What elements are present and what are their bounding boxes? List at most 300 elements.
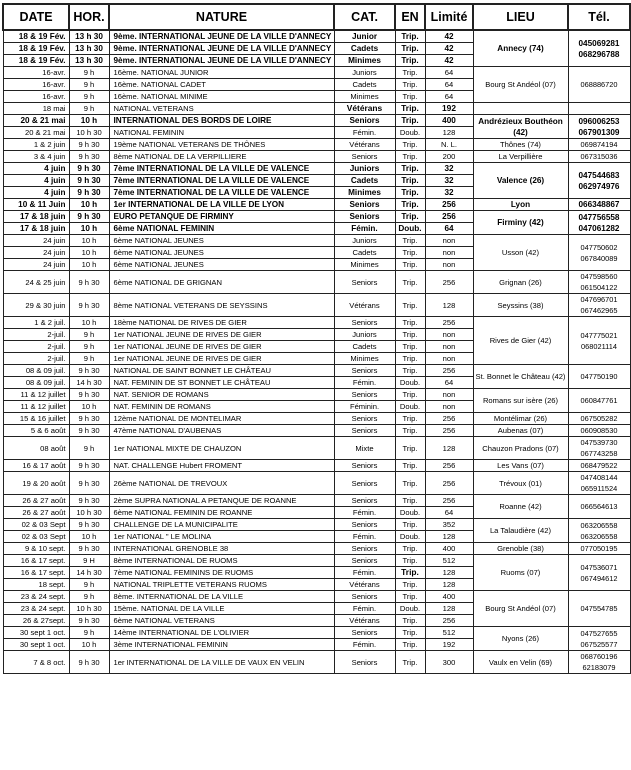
phone-cell: 047775021 068021114: [568, 317, 630, 365]
date-cell: 1 & 2 juin: [3, 139, 69, 151]
date-cell: 26 & 27 août: [3, 495, 69, 507]
category-cell: Fémin.: [334, 223, 395, 235]
date-cell: 30 sept 1 oct.: [3, 639, 69, 651]
limit-cell: 64: [425, 377, 473, 389]
place-cell: Annecy (74): [473, 30, 568, 67]
nature-cell: 1er INTERNATIONAL DE LA VILLE DE VAUX EN VELIN: [109, 651, 334, 674]
time-cell: 9 h: [69, 353, 109, 365]
limit-cell: 256: [425, 413, 473, 425]
header-tel: Tél.: [568, 4, 630, 30]
time-cell: 9 h: [69, 437, 109, 460]
limit-cell: 64: [425, 67, 473, 79]
date-cell: 02 & 03 Sept: [3, 519, 69, 531]
limit-cell: 128: [425, 531, 473, 543]
table-row: [3, 67, 630, 79]
time-cell: 10 h: [69, 235, 109, 247]
nature-cell: 6ème NATIONAL JEUNES: [109, 235, 334, 247]
nature-cell: 3ème INTERNATIONAL FEMININ: [109, 639, 334, 651]
limit-cell: 64: [425, 79, 473, 91]
format-cell: Trip.: [395, 615, 425, 627]
format-cell: Trip.: [395, 413, 425, 425]
format-cell: Trip.: [395, 91, 425, 103]
time-cell: 13 h 30: [69, 55, 109, 67]
limit-cell: 128: [425, 127, 473, 139]
table-row: [3, 627, 630, 639]
format-cell: Trip.: [395, 519, 425, 531]
limit-cell: 32: [425, 175, 473, 187]
limit-cell: 64: [425, 91, 473, 103]
date-cell: 16 & 17 août: [3, 460, 69, 472]
phone-cell: 067505282: [568, 413, 630, 425]
category-cell: Seniors: [334, 591, 395, 603]
category-cell: Fémin.: [334, 639, 395, 651]
date-cell: 4 juin: [3, 175, 69, 187]
time-cell: 9 h 30: [69, 495, 109, 507]
limit-cell: 256: [425, 495, 473, 507]
time-cell: 10 h: [69, 115, 109, 127]
place-cell: Valence (26): [473, 163, 568, 199]
table-row: [3, 151, 630, 163]
place-cell: Roanne (42): [473, 495, 568, 519]
category-cell: Vétérans: [334, 294, 395, 317]
time-cell: 13 h 30: [69, 43, 109, 55]
date-cell: 24 juin: [3, 247, 69, 259]
category-cell: Seniors: [334, 651, 395, 674]
nature-cell: NATIONAL FEMININ: [109, 127, 334, 139]
time-cell: 9 h: [69, 591, 109, 603]
date-cell: 08 août: [3, 437, 69, 460]
format-cell: Trip.: [395, 247, 425, 259]
format-cell: Trip.: [395, 365, 425, 377]
date-cell: 19 & 20 août: [3, 472, 69, 495]
format-cell: Trip.: [395, 151, 425, 163]
table-row: [3, 591, 630, 603]
time-cell: 9 h: [69, 579, 109, 591]
format-cell: Trip.: [395, 317, 425, 329]
time-cell: 9 h 30: [69, 425, 109, 437]
nature-cell: 1er INTERNATIONAL DE LA VILLE DE LYON: [109, 199, 334, 211]
nature-cell: 1er NATIONAL JEUNE DE RIVES DE GIER: [109, 341, 334, 353]
limit-cell: non: [425, 389, 473, 401]
time-cell: 9 h 30: [69, 460, 109, 472]
date-cell: 23 & 24 sept.: [3, 591, 69, 603]
time-cell: 9 h 30: [69, 519, 109, 531]
format-cell: Trip.: [395, 271, 425, 294]
nature-cell: NAT. SENIOR DE ROMANS: [109, 389, 334, 401]
time-cell: 10 h 30: [69, 127, 109, 139]
category-cell: Mixte: [334, 437, 395, 460]
category-cell: Cadets: [334, 247, 395, 259]
phone-cell: 068886720: [568, 67, 630, 103]
category-cell: Fémin.: [334, 507, 395, 519]
nature-cell: 8ème. INTERNATIONAL DE LA VILLE: [109, 591, 334, 603]
phone-cell: 069874194: [568, 139, 630, 151]
nature-cell: CHALLENGE DE LA MUNICIPALITE: [109, 519, 334, 531]
place-cell: Usson (42): [473, 235, 568, 271]
limit-cell: non: [425, 329, 473, 341]
category-cell: Junior: [334, 30, 395, 43]
format-cell: Trip.: [395, 579, 425, 591]
place-cell: Vaulx en Velin (69): [473, 651, 568, 674]
date-cell: 17 & 18 juin: [3, 223, 69, 235]
table-row: [3, 437, 630, 460]
date-cell: 17 & 18 juin: [3, 211, 69, 223]
limit-cell: 256: [425, 425, 473, 437]
category-cell: Fémin.: [334, 531, 395, 543]
format-cell: Trip.: [395, 495, 425, 507]
time-cell: 9 h 30: [69, 163, 109, 175]
place-cell: Lyon: [473, 199, 568, 211]
time-cell: 9 h 30: [69, 211, 109, 223]
time-cell: 9 h 30: [69, 413, 109, 425]
nature-cell: 19ème NATIONAL VETERANS DE THÔNES: [109, 139, 334, 151]
nature-cell: NATIONAL TRIPLETTE VETERANS RUOMS: [109, 579, 334, 591]
category-cell: Seniors: [334, 389, 395, 401]
limit-cell: 256: [425, 472, 473, 495]
nature-cell: 12ème NATIONAL DE MONTELIMAR: [109, 413, 334, 425]
phone-cell: 096006253 067901309: [568, 115, 630, 139]
category-cell: Vétérans: [334, 103, 395, 115]
date-cell: 30 sept 1 oct.: [3, 627, 69, 639]
phone-cell: 045069281 068296788: [568, 30, 630, 67]
limit-cell: 64: [425, 507, 473, 519]
nature-cell: 16ème. NATIONAL MINIME: [109, 91, 334, 103]
date-cell: 2-juil.: [3, 341, 69, 353]
format-cell: Trip.: [395, 187, 425, 199]
limit-cell: non: [425, 401, 473, 413]
format-cell: Trip.: [395, 639, 425, 651]
limit-cell: 128: [425, 603, 473, 615]
limit-cell: 352: [425, 519, 473, 531]
format-cell: Trip.: [395, 591, 425, 603]
format-cell: Trip.: [395, 67, 425, 79]
category-cell: Minimes: [334, 55, 395, 67]
table-row: [3, 472, 630, 495]
category-cell: Seniors: [334, 413, 395, 425]
category-cell: Seniors: [334, 271, 395, 294]
time-cell: 9 h: [69, 341, 109, 353]
time-cell: 10 h: [69, 259, 109, 271]
phone-cell: 060908530: [568, 425, 630, 437]
phone-cell: 047527655 067525577: [568, 627, 630, 651]
table-row: [3, 163, 630, 175]
time-cell: 10 h: [69, 223, 109, 235]
table-row: [3, 519, 630, 531]
format-cell: Trip.: [395, 139, 425, 151]
date-cell: 24 & 25 juin: [3, 271, 69, 294]
limit-cell: 32: [425, 163, 473, 175]
nature-cell: 16ème. NATIONAL CADET: [109, 79, 334, 91]
limit-cell: 42: [425, 43, 473, 55]
place-cell: La Verpillière: [473, 151, 568, 163]
limit-cell: 42: [425, 55, 473, 67]
header-date: DATE: [3, 4, 69, 30]
place-cell: Grignan (26): [473, 271, 568, 294]
table-row: [3, 235, 630, 247]
place-cell: Seyssins (38): [473, 294, 568, 317]
table-row: [3, 317, 630, 329]
date-cell: 16-avr.: [3, 79, 69, 91]
format-cell: Trip.: [395, 460, 425, 472]
category-cell: Seniors: [334, 317, 395, 329]
time-cell: 9 h 30: [69, 151, 109, 163]
limit-cell: 42: [425, 30, 473, 43]
table-row: [3, 365, 630, 377]
category-cell: Minimes: [334, 259, 395, 271]
category-cell: Juniors: [334, 163, 395, 175]
nature-cell: 6ème NATIONAL FEMININ DE ROANNE: [109, 507, 334, 519]
table-row: [3, 103, 630, 115]
time-cell: 10 h: [69, 639, 109, 651]
time-cell: 9 h 30: [69, 187, 109, 199]
phone-cell: 047536071 067494612: [568, 555, 630, 591]
limit-cell: non: [425, 259, 473, 271]
limit-cell: 128: [425, 437, 473, 460]
time-cell: 9 h: [69, 103, 109, 115]
format-cell: Trip.: [395, 175, 425, 187]
nature-cell: 7ème NATIONAL FEMININS DE RUOMS: [109, 567, 334, 579]
nature-cell: 7ème INTERNATIONAL DE LA VILLE DE VALENCE: [109, 187, 334, 199]
limit-cell: 512: [425, 627, 473, 639]
category-cell: Seniors: [334, 495, 395, 507]
format-cell: Trip.: [395, 425, 425, 437]
nature-cell: NATIONAL DE SAINT BONNET LE CHÂTEAU: [109, 365, 334, 377]
time-cell: 9 h: [69, 627, 109, 639]
format-cell: Trip.: [395, 567, 425, 579]
table-row: [3, 294, 630, 317]
nature-cell: 1er NATIONAL JEUNE DE RIVES DE GIER: [109, 329, 334, 341]
format-cell: Trip.: [395, 163, 425, 175]
header-lieu: LIEU: [473, 4, 568, 30]
category-cell: Vétérans: [334, 139, 395, 151]
nature-cell: 9ème. INTERNATIONAL JEUNE DE LA VILLE D'ANNECY: [109, 55, 334, 67]
format-cell: Trip.: [395, 294, 425, 317]
category-cell: Juniors: [334, 329, 395, 341]
date-cell: 18 & 19 Fév.: [3, 30, 69, 43]
format-cell: Trip.: [395, 472, 425, 495]
category-cell: Fémin.: [334, 127, 395, 139]
time-cell: 10 h 30: [69, 507, 109, 519]
nature-cell: NATIONAL VETERANS: [109, 103, 334, 115]
date-cell: 10 & 11 Juin: [3, 199, 69, 211]
time-cell: 9 h 30: [69, 365, 109, 377]
place-cell: Ruoms (07): [473, 555, 568, 591]
format-cell: Trip.: [395, 235, 425, 247]
format-cell: Trip.: [395, 199, 425, 211]
date-cell: 02 & 03 Sept: [3, 531, 69, 543]
place-cell: Trévoux (01): [473, 472, 568, 495]
nature-cell: 7ème INTERNATIONAL DE LA VILLE DE VALENCE: [109, 163, 334, 175]
header-limite: Limité: [425, 4, 473, 30]
time-cell: 10 h: [69, 199, 109, 211]
limit-cell: 64: [425, 223, 473, 235]
date-cell: 08 & 09 juil.: [3, 365, 69, 377]
nature-cell: 8ème NATIONAL VETERANS DE SEYSSINS: [109, 294, 334, 317]
place-cell: Grenoble (38): [473, 543, 568, 555]
place-cell: Bourg St Andéol (07): [473, 67, 568, 103]
place-cell: Aubenas (07): [473, 425, 568, 437]
time-cell: 9 h 30: [69, 615, 109, 627]
phone-cell: 066348867: [568, 199, 630, 211]
place-cell: St. Bonnet le Château (42): [473, 365, 568, 389]
time-cell: 9 H: [69, 555, 109, 567]
format-cell: Trip.: [395, 30, 425, 43]
nature-cell: 2ème SUPRA NATIONAL A PETANQUE DE ROANNE: [109, 495, 334, 507]
time-cell: 10 h: [69, 317, 109, 329]
format-cell: Trip.: [395, 103, 425, 115]
nature-cell: 6ème NATIONAL JEUNES: [109, 247, 334, 259]
category-cell: Seniors: [334, 199, 395, 211]
limit-cell: 32: [425, 187, 473, 199]
format-cell: Trip.: [395, 353, 425, 365]
format-cell: Trip.: [395, 627, 425, 639]
date-cell: 11 & 12 juillet: [3, 401, 69, 413]
place-cell: Les Vans (07): [473, 460, 568, 472]
phone-cell: 047696701 067462965: [568, 294, 630, 317]
date-cell: 18 mai: [3, 103, 69, 115]
date-cell: 26 & 27sept.: [3, 615, 69, 627]
time-cell: 9 h 30: [69, 294, 109, 317]
date-cell: 15 & 16 juillet: [3, 413, 69, 425]
limit-cell: 256: [425, 317, 473, 329]
date-cell: 11 & 12 juillet: [3, 389, 69, 401]
nature-cell: 9ème. INTERNATIONAL JEUNE DE LA VILLE D'ANNECY: [109, 43, 334, 55]
nature-cell: INTERNATIONAL GRENOBLE 38: [109, 543, 334, 555]
time-cell: 9 h 30: [69, 139, 109, 151]
nature-cell: NAT. CHALLENGE Hubert FROMENT: [109, 460, 334, 472]
date-cell: 7 & 8 oct.: [3, 651, 69, 674]
time-cell: 9 h 30: [69, 389, 109, 401]
limit-cell: 400: [425, 543, 473, 555]
date-cell: 20 & 21 mai: [3, 115, 69, 127]
place-cell: Thônes (74): [473, 139, 568, 151]
nature-cell: 6ème NATIONAL DE GRIGNAN: [109, 271, 334, 294]
limit-cell: non: [425, 341, 473, 353]
category-cell: Seniors: [334, 555, 395, 567]
nature-cell: 7ème INTERNATIONAL DE LA VILLE DE VALENCE: [109, 175, 334, 187]
format-cell: Doub.: [395, 377, 425, 389]
category-cell: Seniors: [334, 627, 395, 639]
nature-cell: NAT. FEMININ DE ST BONNET LE CHÂTEAU: [109, 377, 334, 389]
category-cell: Vétérans: [334, 615, 395, 627]
format-cell: Trip.: [395, 555, 425, 567]
header-en: EN: [395, 4, 425, 30]
nature-cell: 6ème NATIONAL FEMININ: [109, 223, 334, 235]
limit-cell: 256: [425, 199, 473, 211]
limit-cell: 512: [425, 555, 473, 567]
limit-cell: 192: [425, 103, 473, 115]
time-cell: 10 h: [69, 531, 109, 543]
place-cell: La Talaudière (42): [473, 519, 568, 543]
limit-cell: 128: [425, 579, 473, 591]
nature-cell: 8ème NATIONAL DE LA VERPILLIERE: [109, 151, 334, 163]
place-cell: Romans sur isère (26): [473, 389, 568, 413]
format-cell: Doub.: [395, 401, 425, 413]
date-cell: 16-avr.: [3, 91, 69, 103]
time-cell: 9 h 30: [69, 472, 109, 495]
time-cell: 13 h 30: [69, 30, 109, 43]
category-cell: Cadets: [334, 175, 395, 187]
category-cell: Seniors: [334, 472, 395, 495]
nature-cell: 6ème NATIONAL VETERANS: [109, 615, 334, 627]
date-cell: 2-juil.: [3, 353, 69, 365]
date-cell: 08 & 09 juil.: [3, 377, 69, 389]
limit-cell: non: [425, 235, 473, 247]
place-cell: [473, 103, 568, 115]
time-cell: 9 h 30: [69, 651, 109, 674]
phone-cell: [568, 103, 630, 115]
limit-cell: N. L.: [425, 139, 473, 151]
phone-cell: 047750190: [568, 365, 630, 389]
category-cell: Cadets: [334, 43, 395, 55]
phone-cell: 066564613: [568, 495, 630, 519]
table-row: [3, 30, 630, 43]
limit-cell: 256: [425, 460, 473, 472]
time-cell: 9 h 30: [69, 175, 109, 187]
category-cell: Minimes: [334, 91, 395, 103]
date-cell: 26 & 27 août: [3, 507, 69, 519]
tournament-table: [2, 3, 631, 674]
format-cell: Trip.: [395, 211, 425, 223]
time-cell: 9 h: [69, 79, 109, 91]
format-cell: Doub.: [395, 603, 425, 615]
table-row: [3, 651, 630, 674]
place-cell: Firminy (42): [473, 211, 568, 235]
place-cell: Andrézieux Bouthéon (42): [473, 115, 568, 139]
time-cell: 9 h 30: [69, 271, 109, 294]
limit-cell: non: [425, 353, 473, 365]
date-cell: 18 & 19 Fév.: [3, 43, 69, 55]
time-cell: 9 h: [69, 329, 109, 341]
phone-cell: 047544683 062974976: [568, 163, 630, 199]
phone-cell: 047408144 065911524: [568, 472, 630, 495]
header-row: [3, 4, 630, 30]
category-cell: Seniors: [334, 519, 395, 531]
table-row: [3, 115, 630, 127]
phone-cell: 047598560 061504122: [568, 271, 630, 294]
date-cell: 4 juin: [3, 187, 69, 199]
date-cell: 18 & 19 Fév.: [3, 55, 69, 67]
category-cell: Minimes: [334, 353, 395, 365]
date-cell: 18 sept.: [3, 579, 69, 591]
time-cell: 10 h: [69, 247, 109, 259]
category-cell: Juniors: [334, 235, 395, 247]
category-cell: Cadets: [334, 79, 395, 91]
date-cell: 5 & 6 août: [3, 425, 69, 437]
table-row: [3, 199, 630, 211]
category-cell: Seniors: [334, 460, 395, 472]
limit-cell: 128: [425, 567, 473, 579]
limit-cell: 400: [425, 591, 473, 603]
time-cell: 9 h: [69, 91, 109, 103]
format-cell: Trip.: [395, 55, 425, 67]
table-row: [3, 139, 630, 151]
format-cell: Doub.: [395, 531, 425, 543]
nature-cell: 16ème. NATIONAL JUNIOR: [109, 67, 334, 79]
category-cell: Seniors: [334, 543, 395, 555]
format-cell: Trip.: [395, 115, 425, 127]
category-cell: Seniors: [334, 151, 395, 163]
category-cell: Minimes: [334, 187, 395, 199]
category-cell: Fémin.: [334, 603, 395, 615]
limit-cell: 192: [425, 639, 473, 651]
format-cell: Trip.: [395, 389, 425, 401]
date-cell: 24 juin: [3, 235, 69, 247]
header-cat: CAT.: [334, 4, 395, 30]
header-hor: HOR.: [69, 4, 109, 30]
phone-cell: 068760196 62183079: [568, 651, 630, 674]
place-cell: Nyons (26): [473, 627, 568, 651]
